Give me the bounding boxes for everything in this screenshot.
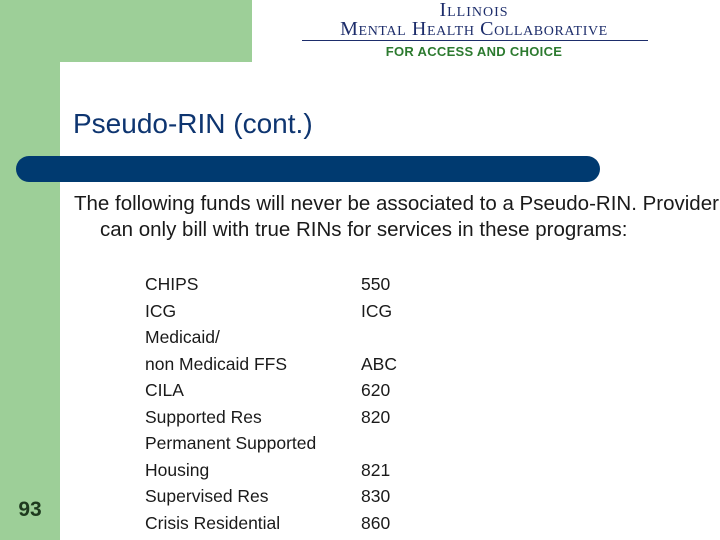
fund-code: 821 — [361, 459, 391, 480]
collaborative-logo — [298, 0, 650, 62]
page-number: 93 — [18, 498, 42, 521]
program-item: non Medicaid FFS — [145, 353, 288, 374]
program-item: Supervised Res — [145, 486, 269, 506]
corner-curve — [60, 62, 100, 102]
logo-divider — [302, 40, 648, 41]
top-accent-bar — [0, 0, 252, 62]
fund-code: ICG — [361, 300, 393, 321]
intro-paragraph: The following funds will never be associated to a Pseudo-RIN. Provider can only bill with true RINs for services in these programs: — [74, 192, 719, 241]
program-list — [145, 271, 316, 536]
logo-org-name: Mental Health Collaborative — [340, 18, 608, 40]
fund-code: 820 — [361, 406, 391, 427]
program-item: Medicaid/ — [145, 327, 220, 347]
left-accent-bar — [0, 0, 60, 540]
fund-code: 620 — [361, 380, 391, 400]
program-item: CHIPS — [145, 274, 199, 294]
program-item: Supported Res — [145, 406, 262, 427]
logo-state-name: Illinois — [439, 0, 509, 21]
program-item: Housing — [145, 459, 210, 480]
fund-code — [361, 324, 397, 351]
title-underline-bar — [16, 156, 600, 182]
logo-tagline: FOR ACCESS AND CHOICE — [385, 44, 563, 59]
program-item: ICG — [145, 300, 177, 321]
fund-code-list — [361, 271, 397, 536]
fund-code: 830 — [361, 486, 391, 506]
fund-code: ABC — [361, 353, 397, 374]
fund-code: 860 — [361, 512, 391, 533]
slide-title: Pseudo-RIN (cont.) — [73, 108, 313, 139]
program-item: Crisis Residential — [145, 512, 281, 533]
fund-code — [361, 430, 397, 457]
program-item: Permanent Supported — [145, 433, 317, 453]
program-item: CILA — [145, 380, 184, 400]
fund-code: 550 — [361, 274, 391, 294]
